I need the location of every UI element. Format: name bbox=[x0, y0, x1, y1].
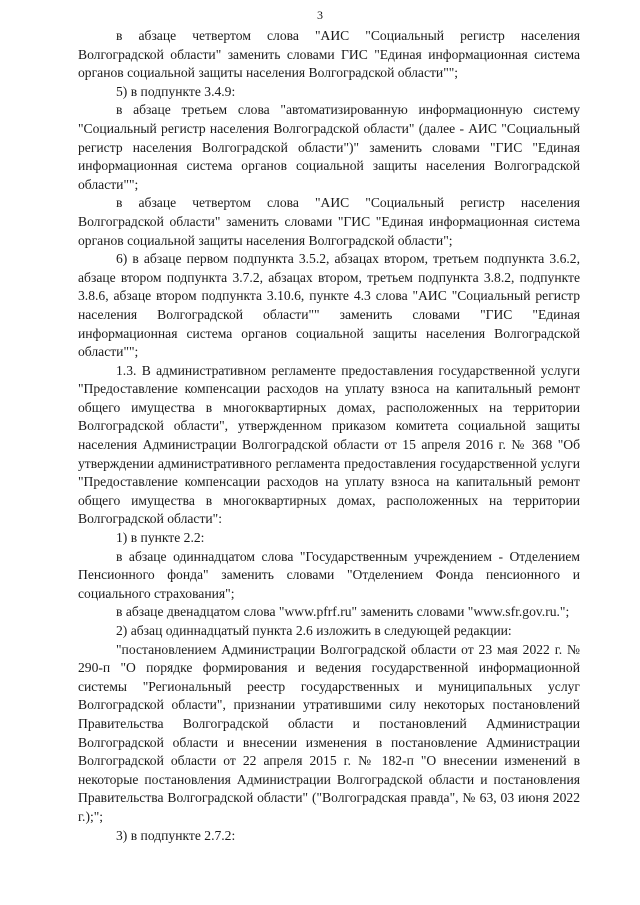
paragraph: 6) в абзаце первом подпункта 3.5.2, абзацах втором, третьем подпункта 3.6.2, абзаце втором подпункта 3.7.2, абзацах втором, третьем подпункта 3.8.2, подпункте 3.8.6, абзаце втором подпункта 3.10.6, пункте 4.3 слова "АИС "Социальный регистр населения Волгоградской области"" заменить словами "ГИС "Единая информационная система органов социальной защиты населения Волгоградской области""; bbox=[78, 251, 580, 360]
paragraph: 1.3. В административном регламенте предоставления государственной услуги "Предоставление компенсации расходов на уплату взноса на капитальный ремонт общего имущества в многоквартирных домах, расположенных на территории Волгоградской области", утвержденном приказом комитета социальной защиты населения Администрации Волгоградской области от 15 апреля 2016 г. № 368 "Об утверждении административного регламента предоставления государственной услуги "Предоставление компенсации расходов на уплату взноса на капитальный ремонт общего имущества в многоквартирных домах, расположенных на территории Волгоградской области": bbox=[78, 362, 580, 527]
document-body bbox=[78, 27, 580, 845]
paragraph: 5) в подпункте 3.4.9: bbox=[116, 83, 236, 99]
paragraph: в абзаце четвертом слова "АИС "Социальный регистр населения Волгоградской области" заменить словами ГИС "Единая информационная система органов социальной защиты населения Волгоградской области""; bbox=[78, 28, 580, 81]
paragraph: 1) в пункте 2.2: bbox=[116, 530, 205, 546]
paragraph: в абзаце двенадцатом слова "www.pfrf.ru" заменить словами "www.sfr.gov.ru."; bbox=[116, 604, 570, 620]
paragraph: 2) абзац одиннадцатый пункта 2.6 изложить в следующей редакции: bbox=[116, 623, 512, 638]
paragraph: в абзаце третьем слова "автоматизированную информационную систему "Социальный регистр населения Волгоградской области" (далее - АИС "Социальный регистр населения Волгоградской области")" заменить словами "ГИС "Единая информационная система органов социальной защиты населения Волгоградской области""; bbox=[78, 102, 580, 192]
paragraph: в абзаце четвертом слова "АИС "Социальный регистр населения Волгоградской области" заменить словами "ГИС "Единая информационная система органов социальной защиты населения Волгоградской области"; bbox=[78, 195, 580, 248]
paragraph: в абзаце одиннадцатом слова "Государственным учреждением - Отделением Пенсионного фонда" заменить словами "Отделением Фонда пенсионного и социального страхования"; bbox=[78, 548, 580, 601]
paragraph: "постановлением Администрации Волгоградской области от 23 мая 2022 г. № 290-п "О порядке формирования и ведения государственной информационной системы "Региональный реестр государственных и муниципальных услуг Волгоградской области", признании утратившими силу некоторых постановлений Правительства Волгоградской области и постановлений Администрации Волгоградской области и внесении изменения в постановление Администрации Волгоградской области от 22 апреля 2015 г. № 182-п "О внесении изменений в некоторые постановления Администрации Волгоградской области и постановления Правительства Волгоградской области" ("Волгоградская правда", № 63, 03 июня 2022 г.);"; bbox=[78, 641, 580, 824]
page-number: 3 bbox=[317, 8, 323, 22]
paragraph: 3) в подпункте 2.7.2: bbox=[116, 827, 236, 843]
